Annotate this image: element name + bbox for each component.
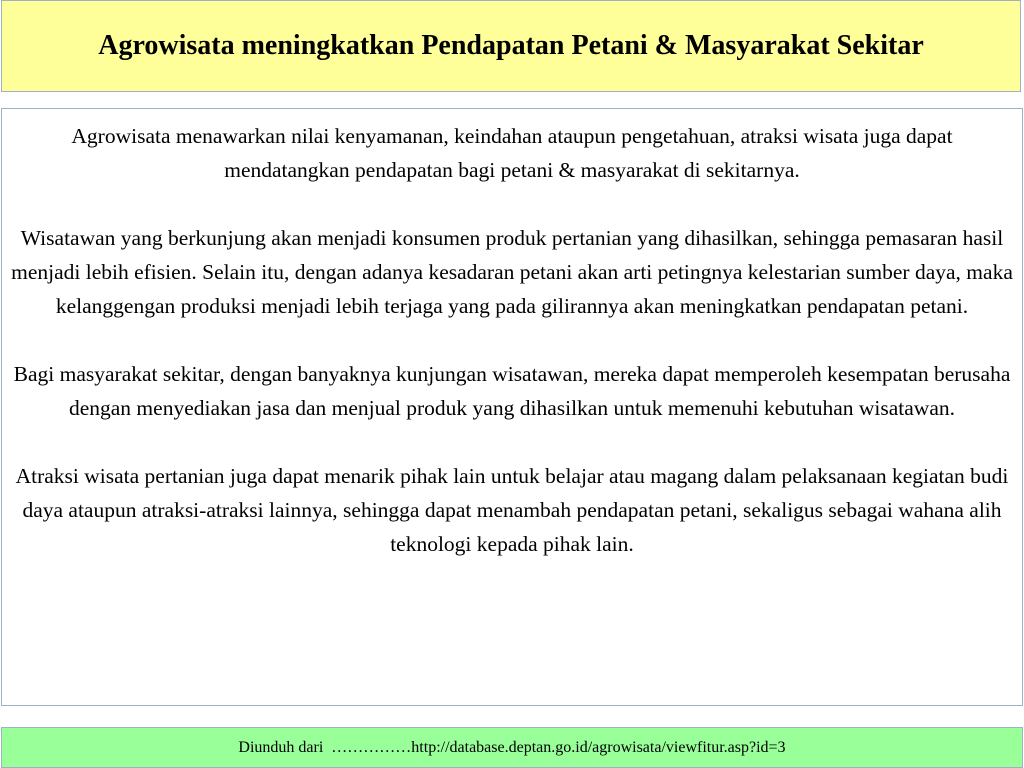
paragraph-3: Bagi masyarakat sekitar, dengan banyaknya kunjungan wisatawan, mereka dapat memperoleh kesempatan berusaha dengan menyediakan jasa dan menjual produk yang dihasilkan untuk memenuhi kebutuhan wisatawan. bbox=[13, 362, 1011, 420]
paragraph-4: Atraksi wisata pertanian juga dapat menarik pihak lain untuk belajar atau magang dalam pelaksanaan kegiatan budi daya ataupun atraksi-atraksi lainnya, sehingga dapat menambah pendapatan petani, sekaligus sebagai wahana alih teknologi kepada pihak lain. bbox=[15, 464, 1009, 556]
paragraph-2: Wisatawan yang berkunjung akan menjadi konsumen produk pertanian yang dihasilkan, sehingga pemasaran hasil menjadi lebih efisien. Selain itu, dengan adanya kesadaran petani akan arti petingnya kelestarian sumber daya, maka kelanggengan produksi menjadi lebih terjaga yang pada gilirannya akan meningkatkan pendapatan petani. bbox=[11, 226, 1013, 318]
slide-title: Agrowisata meningkatkan Pendapatan Petani & Masyarakat Sekitar bbox=[98, 30, 924, 61]
title-banner bbox=[1, 0, 1021, 92]
content-panel bbox=[1, 108, 1023, 706]
source-footer bbox=[1, 727, 1023, 768]
source-text: Diunduh dari ……………http://database.deptan.go.id/agrowisata/viewfitur.asp?id=3 bbox=[238, 738, 786, 756]
paragraph-1: Agrowisata menawarkan nilai kenyamanan, keindahan ataupun pengetahuan, atraksi wisata juga dapat mendatangkan pendapatan bagi petani & masyarakat di sekitarnya. bbox=[71, 124, 953, 182]
